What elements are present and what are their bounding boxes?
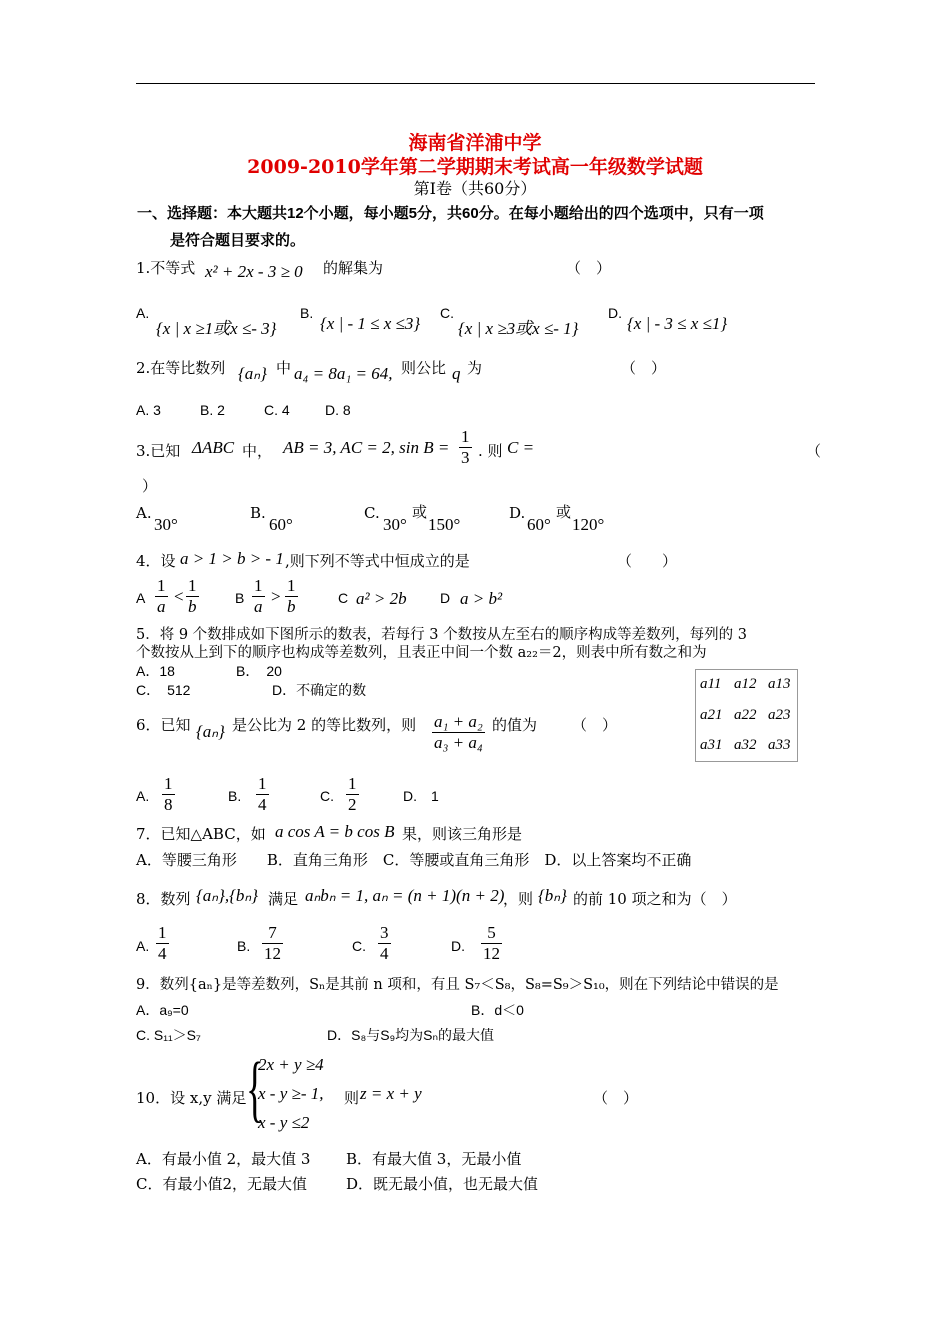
q1-option-d-label: D.: [608, 305, 622, 321]
numerator: 1: [157, 576, 166, 595]
q3-stem: 3.已知: [136, 442, 181, 460]
q1-option-c-label: C.: [440, 305, 454, 321]
q10-constraint-3: x - y ≤2: [258, 1113, 310, 1132]
q3-option-d: 60°: [527, 515, 551, 534]
q4-stem: 4．设: [136, 552, 176, 570]
q8-option-b: [262, 923, 283, 964]
q9-option-c: C. S₁₁＞S₇: [136, 1027, 201, 1043]
q10-stem: 10．设 x,y 满足: [136, 1089, 247, 1107]
denominator: 8: [164, 795, 173, 814]
q3-option-c-label: C.: [364, 504, 380, 522]
q4-option-a-op: <: [174, 587, 184, 606]
q8-tail: ，则: [503, 890, 534, 908]
numerator: 1: [254, 576, 263, 595]
q2-variable: q: [452, 364, 461, 383]
denominator: 12: [264, 944, 281, 963]
q1-stem: 1.不等式: [136, 259, 196, 277]
q2-stem: 2.在等比数列: [136, 359, 226, 377]
q4-expression: a > 1 > b > - 1: [180, 549, 284, 568]
q10-option-a: A．有最小值 2，最大值 3: [136, 1150, 311, 1168]
numerator: 1: [164, 774, 173, 793]
table-cell: a23: [768, 707, 791, 723]
q3-option-d-or: 或: [556, 503, 572, 521]
numerator: 5: [487, 923, 496, 942]
q6-option-b-label: B.: [228, 788, 242, 804]
q4-option-a-label: A: [136, 590, 146, 606]
q3-option-c-second: 150°: [428, 515, 461, 534]
q5-line2: 个数按从上到下的顺序也构成等差数列，且表正中间一个数 a₂₂＝2，则表中所有数之和为: [136, 645, 707, 661]
q2-option-b: B. 2: [200, 402, 225, 418]
q3-option-a-label: A.: [136, 504, 152, 522]
q1-answer-paren: （ ）: [566, 259, 612, 277]
q10-then: 则: [344, 1089, 360, 1107]
q3-option-d-second: 120°: [572, 515, 605, 534]
q6-fraction-denominator: a₃ + a₄: [434, 733, 483, 752]
q1-option-d: {x | - 3 ≤ x ≤1}: [627, 314, 728, 333]
q3-option-b-label: B.: [250, 504, 266, 522]
q8-expression: aₙbₙ = 1, aₙ = (n + 1)(n + 2): [305, 886, 505, 905]
table-cell: a31: [700, 737, 723, 753]
q3-option-b: 60°: [269, 515, 293, 534]
q10-constraint-1: 2x + y ≥4: [258, 1055, 324, 1074]
q4-option-b-op: >: [271, 587, 281, 606]
q8-option-d: [481, 923, 502, 964]
q6-answer-paren: （ ）: [572, 716, 618, 734]
q6-option-d-label: D.: [403, 788, 417, 804]
q4-option-c-label: C: [338, 590, 349, 606]
q4-answer-paren: （ ）: [617, 552, 678, 570]
q6-fraction-numerator: a₁ + a₂: [434, 712, 483, 731]
q8-mid: 满足: [268, 890, 299, 908]
q8-sequences: {aₙ},{bₙ}: [196, 886, 258, 905]
q4-option-b-frac2: [285, 576, 298, 617]
q3-option-c-or: 或: [412, 503, 428, 521]
table-cell: a32: [734, 737, 757, 753]
numerator: 1: [188, 576, 197, 595]
q2-option-c: C. 4: [264, 402, 290, 418]
volume-title: 第Ⅰ卷（共60分）: [413, 179, 537, 198]
q1-expression: x² + 2x - 3 ≥ 0: [205, 262, 303, 281]
q4-option-a-frac2: [186, 576, 199, 617]
q6-fraction: [432, 712, 485, 753]
denominator: b: [287, 597, 296, 616]
section-heading-line1: 一、选择题：本大题共12个小题，每小题5分，共60分。在每小题给出的四个选项中，只有一项: [137, 205, 764, 222]
denominator: 12: [483, 944, 500, 963]
q10-answer-paren: （ ）: [593, 1089, 639, 1107]
q1-option-a-label: A.: [136, 305, 150, 321]
q6-mid: 是公比为 2 的等比数列，则: [232, 716, 417, 734]
q2-tail2: 为: [467, 359, 483, 377]
q2-answer-paren: （ ）: [621, 359, 667, 377]
q4-option-b-label: B: [235, 590, 245, 606]
q9-option-b: B．d＜0: [471, 1002, 524, 1018]
q7-expression: a cos A = b cos B: [275, 822, 395, 841]
q3-paren-close: ）: [142, 477, 158, 495]
q8-option-a-label: A.: [136, 938, 150, 954]
q1-option-b: {x | - 1 ≤ x ≤3}: [320, 314, 421, 333]
q2-sequence: {aₙ}: [238, 364, 267, 383]
q5-option-b: B． 20: [236, 663, 282, 679]
q3-triangle: ΔABC: [192, 438, 235, 457]
table-cell: a22: [734, 707, 757, 723]
q6-sequence: {aₙ}: [196, 722, 225, 741]
q8-stem: 8．数列: [136, 890, 191, 908]
q3-fraction-numerator: 1: [461, 427, 470, 446]
table-cell: a21: [700, 707, 723, 723]
left-brace-icon: {: [246, 1048, 264, 1130]
q3-paren-open: （: [806, 442, 822, 460]
q3-mid: 中，: [242, 442, 273, 460]
q5-option-c: C． 512: [136, 682, 191, 698]
numerator: 7: [268, 923, 277, 942]
q6-option-d: 1: [431, 788, 439, 804]
q3-option-d-label: D.: [509, 504, 526, 522]
top-rule: [136, 83, 815, 84]
q10-objective: z = x + y: [360, 1084, 422, 1103]
q3-tail: . 则: [478, 442, 503, 460]
q7-stem: 7．已知△ABC，如: [136, 825, 266, 843]
q6-stem: 6．已知: [136, 716, 191, 734]
q2-mid: 中: [276, 359, 292, 377]
q7-options: A．等腰三角形 B．直角三角形 C．等腰或直角三角形 D．以上答案均不正确: [136, 851, 692, 869]
q6-option-a: [162, 774, 175, 815]
q3-option-c: 30°: [383, 515, 407, 534]
q2-option-d: D. 8: [325, 402, 351, 418]
q6-option-c-label: C.: [320, 788, 334, 804]
q8-sequence-b: {bₙ}: [538, 886, 567, 905]
q6-option-b: [256, 774, 269, 815]
q3-fraction: [459, 427, 472, 468]
section-heading-line2: 是符合题目要求的。: [170, 232, 306, 249]
school-title: 海南省洋浦中学: [408, 132, 542, 154]
q3-option-a: 30°: [154, 515, 178, 534]
exam-title: 2009-2010学年第二学期期末考试高一年级数学试题: [247, 156, 703, 178]
denominator: 2: [348, 795, 357, 814]
q8-tail2: 的前 10 项之和为（ ）: [573, 890, 737, 908]
numerator: 1: [258, 774, 267, 793]
q6-tail: 的值为: [492, 716, 538, 734]
q3-unknown: C =: [507, 438, 535, 457]
q3-expression: AB = 3, AC = 2, sin B =: [283, 438, 450, 457]
q10-option-c: C．有最小值2，无最大值: [136, 1175, 308, 1193]
table-cell: a13: [768, 676, 791, 692]
numerator: 1: [287, 576, 296, 595]
denominator: 4: [158, 944, 167, 963]
q1-option-b-label: B.: [300, 305, 314, 321]
q4-option-d-label: D: [440, 590, 451, 606]
q5-line1: 5．将 9 个数排成如下图所示的数表，若每行 3 个数按从左至右的顺序构成等差数列，每列的 3: [136, 627, 747, 643]
table-cell: a11: [700, 676, 722, 692]
q1-tail: 的解集为: [323, 259, 384, 277]
numerator: 1: [348, 774, 357, 793]
q4-option-a-frac1: [155, 576, 168, 617]
q5-option-a: A．18: [136, 663, 175, 679]
q8-option-b-label: B.: [237, 938, 251, 954]
q10-constraint-2: x - y ≥- 1,: [258, 1084, 324, 1103]
q8-option-c: [378, 923, 391, 964]
q6-option-c: [346, 774, 359, 815]
q1-option-c: {x | x ≥3或x ≤- 1}: [458, 319, 579, 338]
q9-stem: 9．数列{aₙ}是等差数列，Sₙ是其前 n 项和，有且 S₇＜S₈，S₈=S₉＞S₁₀，则在下列结论中错误的是: [136, 977, 779, 993]
q2-expression: a₄ = 8a₁ = 64,: [294, 364, 393, 383]
denominator: 4: [380, 944, 389, 963]
q4-tail: ,则下列不等式中恒成立的是: [285, 552, 470, 570]
q7-tail: 果，则该三角形是: [402, 825, 523, 843]
q2-tail: 则公比: [401, 359, 447, 377]
numerator: 3: [380, 923, 389, 942]
q9-option-d: D．S₈与S₉均为Sₙ的最大值: [327, 1027, 495, 1043]
table-cell: a33: [768, 737, 791, 753]
q10-option-d: D．既无最小值，也无最大值: [346, 1175, 539, 1193]
q3-fraction-denominator: 3: [461, 448, 470, 467]
denominator: 4: [258, 795, 267, 814]
q6-option-a-label: A.: [136, 788, 150, 804]
q8-option-d-label: D.: [451, 938, 465, 954]
q1-option-a: {x | x ≥1或x ≤- 3}: [156, 319, 277, 338]
q5-option-d: D．不确定的数: [272, 682, 367, 698]
q4-option-d: a > b²: [460, 589, 503, 608]
denominator: a: [157, 597, 166, 616]
table-cell: a12: [734, 676, 757, 692]
number-table: [695, 669, 798, 762]
q2-option-a: A. 3: [136, 402, 161, 418]
q10-option-b: B．有最大值 3，无最小值: [346, 1150, 522, 1168]
q4-option-b-frac1: [252, 576, 265, 617]
q4-option-c: a² > 2b: [356, 589, 407, 608]
denominator: b: [188, 597, 197, 616]
numerator: 1: [158, 923, 167, 942]
q8-option-a: [156, 923, 169, 964]
denominator: a: [254, 597, 263, 616]
q9-option-a: A．a₉=0: [136, 1002, 189, 1018]
q8-option-c-label: C.: [352, 938, 366, 954]
